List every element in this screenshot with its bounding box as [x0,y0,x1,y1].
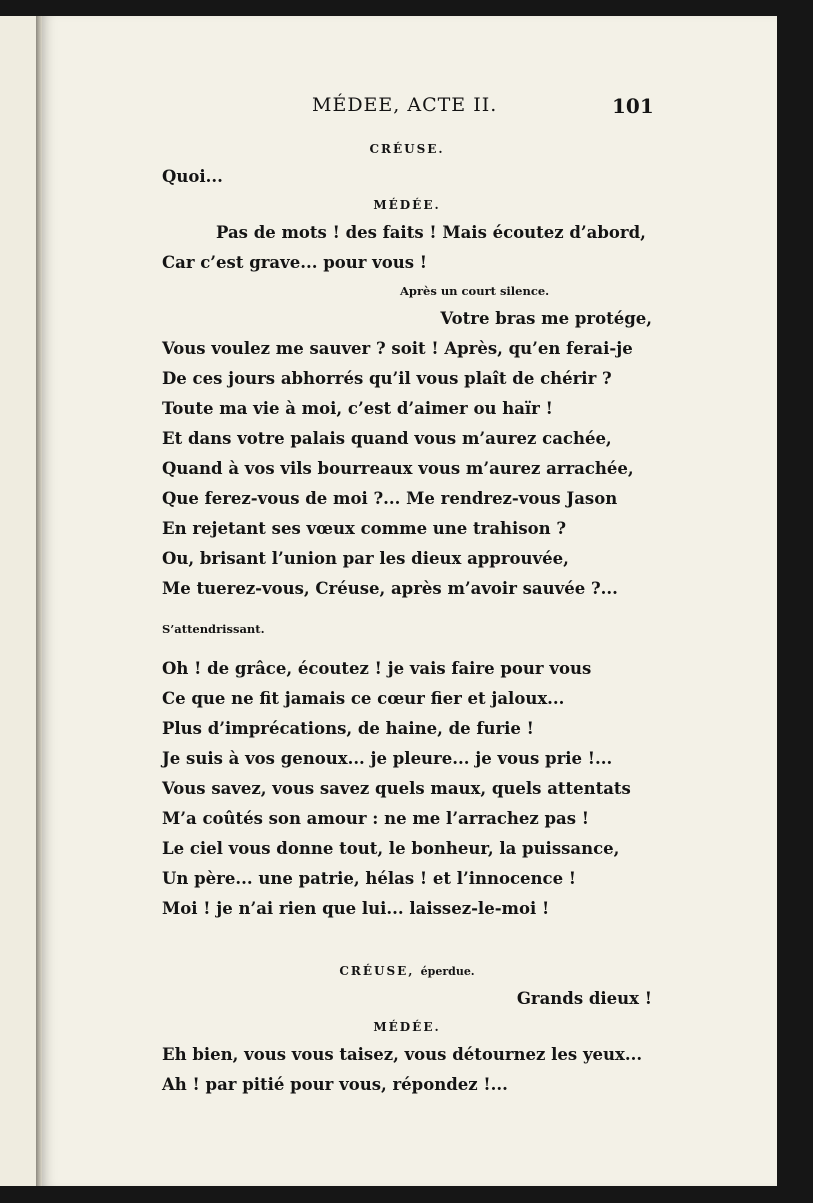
verse-line: En rejetant ses vœux comme une trahison ? [162,519,567,538]
stage-direction: Après un court silence. [400,284,550,298]
running-head: MÉDEE, ACTE II. [312,94,498,116]
verse-line: Ou, brisant l’union par les dieux approuvée, [162,549,569,568]
verse-line: Ce que ne fit jamais ce cœur fier et jaloux... [162,689,565,708]
verse-line: Que ferez-vous de moi ?... Me rendrez-vous Jason [162,489,618,508]
verse-line: Quand à vos vils bourreaux vous m’aurez arrachée, [162,459,634,478]
verse-line: Et dans votre palais quand vous m’aurez cachée, [162,429,612,448]
verse-line: Me tuerez-vous, Créuse, après m’avoir sauvée ?... [162,579,618,598]
verse-line: Pas de mots ! des faits ! Mais écoutez d’abord, [216,223,646,242]
verse-line: M’a coûtés son amour : ne me l’arrachez pas ! [162,809,589,828]
facing-page-edge [0,16,38,1186]
speaker-label: MÉDÉE. [373,198,441,212]
speaker-label: CRÉUSE. [369,142,445,156]
play-text [162,136,652,1100]
verse-line: Grands dieux ! [516,989,652,1008]
verse-line: Je suis à vos genoux... je pleure... je vous prie !... [162,749,613,768]
stage-direction: S’attendrissant. [162,622,265,636]
verse-line: Car c’est grave... pour vous ! [162,253,428,272]
verse-line: Eh bien, vous vous taisez, vous détournez les yeux... [162,1045,643,1064]
speaker-label: MÉDÉE. [373,1020,441,1034]
verse-line: Moi ! je n’ai rien que lui... laissez-le-moi ! [162,899,550,918]
verse-line: Plus d’imprécations, de haine, de furie ! [162,719,534,738]
verse-line: Le ciel vous donne tout, le bonheur, la puissance, [162,839,620,858]
book-page [42,16,777,1186]
verse-line: Ah ! par pitié pour vous, répondez !... [162,1075,508,1094]
spacer [162,924,652,958]
verse-line: Oh ! de grâce, écoutez ! je vais faire pour vous [162,659,592,678]
verse-line: Toute ma vie à moi, c’est d’aimer ou haïr ! [162,399,553,418]
verse-line: Votre bras me protége, [440,309,652,328]
speaker-label [162,958,652,984]
verse-line: Quoi... [162,167,223,186]
verse-line: Vous savez, vous savez quels maux, quels attentats [162,779,631,798]
verse-line: Vous voulez me sauver ? soit ! Après, qu’en ferai-je [162,339,633,358]
spacer [162,604,652,616]
verse-line: De ces jours abhorrés qu’il vous plaît de chérir ? [162,369,612,388]
verse-line: Un père... une patrie, hélas ! et l’innocence ! [162,869,577,888]
spacer [162,642,652,654]
page-number: 101 [612,94,654,118]
speaker-name: CRÉUSE, [339,964,415,978]
speaker-direction: éperdue. [420,965,475,978]
